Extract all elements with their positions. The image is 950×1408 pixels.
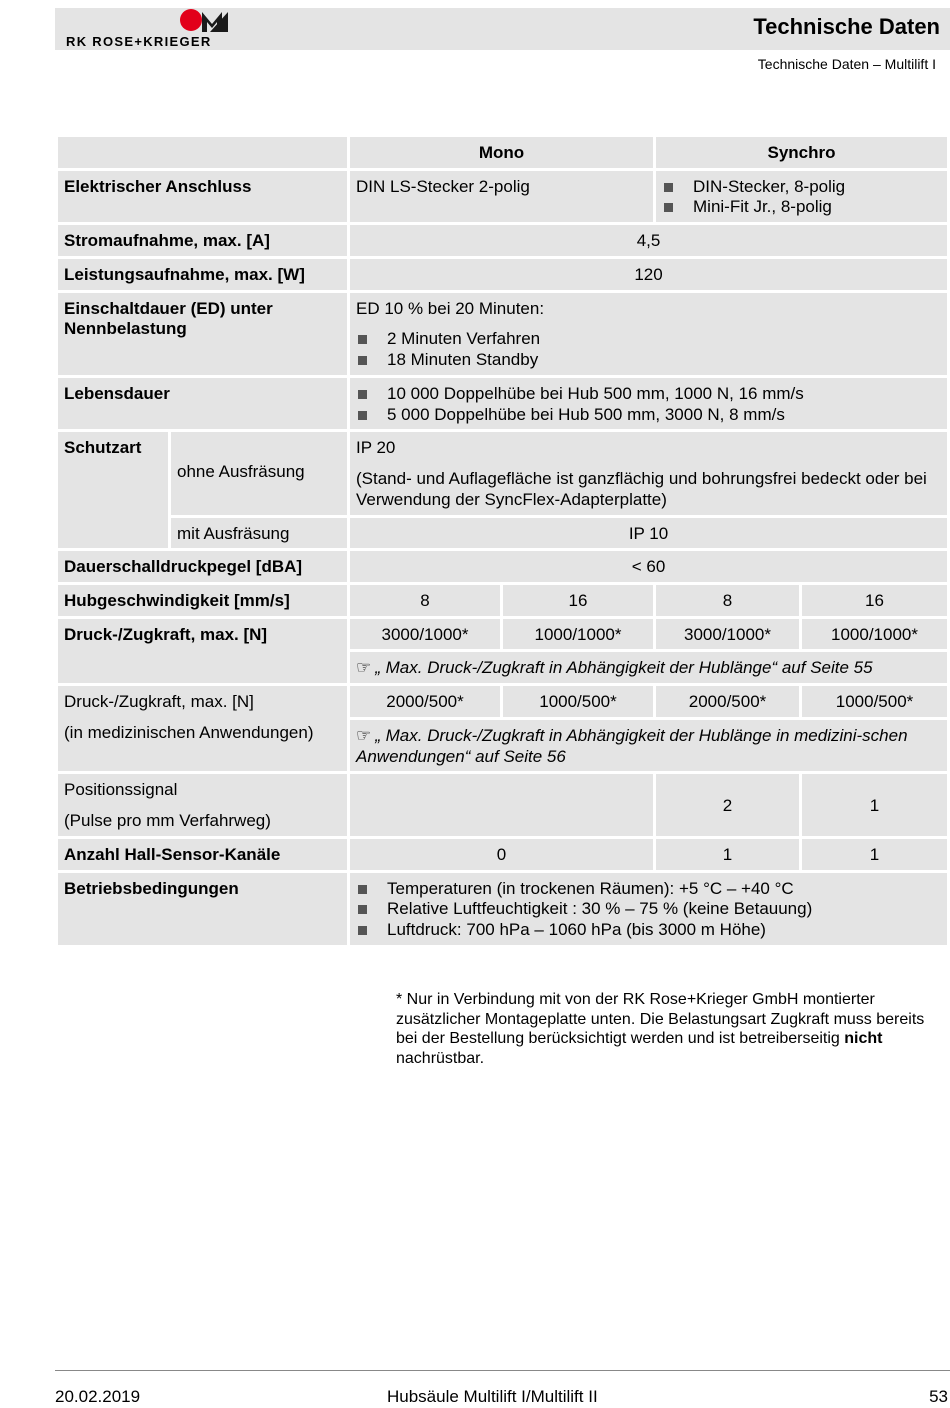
row-label-cell [58,774,347,835]
row-label: Betriebsbedingungen [58,873,347,945]
value-cell: 1000/500* [802,686,947,717]
row-druck-zugkraft-med [58,686,947,717]
row-betriebsbedingungen [58,873,947,945]
col-header-synchro: Synchro [656,137,947,168]
ip-rating: IP 10 [350,518,947,549]
page-reference-link[interactable] [350,652,947,683]
footnote [396,990,948,1068]
value-cell: 0 [350,839,653,870]
row-label: Elektrischer Anschluss [58,171,347,222]
row-schutzart-ohne [58,432,947,514]
value-cell [350,873,947,945]
row-schutzart-mit [58,518,947,549]
hand-pointer-icon: ☞ [356,658,372,678]
value-cell: 120 [350,259,947,290]
list-item: Mini-Fit Jr., 8-polig [662,197,941,218]
row-label: Stromaufnahme, max. [A] [58,225,347,256]
value-cell: 16 [503,585,653,616]
row-label: Einschaltdauer (ED) unter Nennbelastung [58,293,347,375]
synchro-connectors [656,171,947,222]
value-cell: 2000/500* [350,686,500,717]
value-cell: 8 [350,585,500,616]
row-label: Positionssignal [64,780,178,800]
value-cell: 1000/1000* [802,619,947,650]
ip-note: (Stand- und Auflagefläche ist ganzflächig und bohrungsfrei bedeckt oder bei Verwendung der SyncFlex-Adapterplatte) [356,469,927,509]
row-label: Druck-/Zugkraft, max. [N] [64,692,254,712]
mono-connector: DIN LS-Stecker 2-polig [350,171,653,222]
sub-label: ohne Ausfräsung [171,432,347,514]
row-lebensdauer [58,378,947,429]
value-cell [350,293,947,375]
page-title: Technische Daten [753,14,940,39]
list-item: 18 Minuten Standby [356,350,941,371]
hand-pointer-icon: ☞ [356,725,372,745]
row-einschaltdauer [58,293,947,375]
value-cell: 1000/1000* [503,619,653,650]
row-label: Druck-/Zugkraft, max. [N] [58,619,347,683]
value-cell: 1000/500* [503,686,653,717]
row-positionssignal [58,774,947,835]
sub-label: mit Ausfräsung [171,518,347,549]
footer-date: 20.02.2019 [55,1387,141,1406]
row-druck-zugkraft [58,619,947,650]
value-cell: 1 [802,774,947,835]
footer-divider [55,1370,950,1371]
value-cell: 3000/1000* [350,619,500,650]
reference-text: „ Max. Druck-/Zugkraft in Abhängigkeit der Hublänge“ auf Seite 55 [375,658,873,678]
row-label: Anzahl Hall-Sensor-Kanäle [58,839,347,870]
row-stromaufnahme [58,225,947,256]
ip-rating: IP 20 [356,438,396,458]
value-cell: 8 [656,585,799,616]
list-item: Luftdruck: 700 hPa – 1060 hPa (bis 3000 m Höhe) [356,920,941,941]
value-cell: 2000/500* [656,686,799,717]
row-label: Schutzart [58,432,168,548]
footnote-emphasis: nicht [844,1030,883,1048]
list-item: Relative Luftfeuchtigkeit : 30 % – 75 % (keine Betauung) [356,899,941,920]
table-header-row [58,137,947,168]
row-sublabel: (in medizinischen Anwendungen) [64,722,314,742]
list-item: DIN-Stecker, 8-polig [662,177,941,198]
row-leistungsaufnahme [58,259,947,290]
value-cell: 4,5 [350,225,947,256]
row-hubgeschwindigkeit [58,585,947,616]
row-label: Dauerschalldruckpegel [dBA] [58,551,347,582]
value-cell: < 60 [350,551,947,582]
col-header-mono: Mono [350,137,653,168]
value-cell: 3000/1000* [656,619,799,650]
row-elektrischer-anschluss [58,171,947,222]
list-item: 5 000 Doppelhübe bei Hub 500 mm, 3000 N, 8 mm/s [356,405,941,426]
header-empty-cell [58,137,347,168]
logo-text: RK ROSE+KRIEGER [66,34,212,49]
value-cell: 1 [656,839,799,870]
list-item: 10 000 Doppelhübe bei Hub 500 mm, 1000 N, 16 mm/s [356,384,941,405]
row-label: Leistungsaufnahme, max. [W] [58,259,347,290]
list-item: 2 Minuten Verfahren [356,329,941,350]
value-cell [350,378,947,429]
reference-text: „ Max. Druck-/Zugkraft in Abhängigkeit der Hublänge in medizini-schen Anwendungen“ auf Seite 56 [356,725,908,766]
row-label: Lebensdauer [58,378,347,429]
company-logo [60,8,240,50]
value-cell [350,432,947,514]
mono-empty-cell [350,774,653,835]
footnote-end: nachrüstbar. [396,1049,485,1067]
page-subtitle: Technische Daten – Multilift I [757,56,936,72]
row-hall-sensor [58,839,947,870]
row-label-cell [58,686,347,771]
row-label: Hubgeschwindigkeit [mm/s] [58,585,347,616]
footer-document-title: Hubsäule Multilift I/Multilift II [387,1387,598,1406]
footnote-text: * Nur in Verbindung mit von der RK Rose+Krieger GmbH montierter zusätzlicher Montageplatte unten. Die Belastungsart Zugkraft muss bereits bei der Bestellung berücksichtigt werden und ist betreiberseitig [396,991,925,1048]
value-cell: 1 [802,839,947,870]
row-dauerschalldruckpegel [58,551,947,582]
page-number: 53 [929,1387,948,1406]
list-item: Temperaturen (in trockenen Räumen): +5 °C – +40 °C [356,879,941,900]
page-reference-link[interactable] [350,720,947,771]
row-sublabel: (Pulse pro mm Verfahrweg) [64,811,271,831]
ed-intro: ED 10 % bei 20 Minuten: [356,298,545,318]
spec-table [55,134,950,948]
value-cell: 2 [656,774,799,835]
value-cell: 16 [802,585,947,616]
